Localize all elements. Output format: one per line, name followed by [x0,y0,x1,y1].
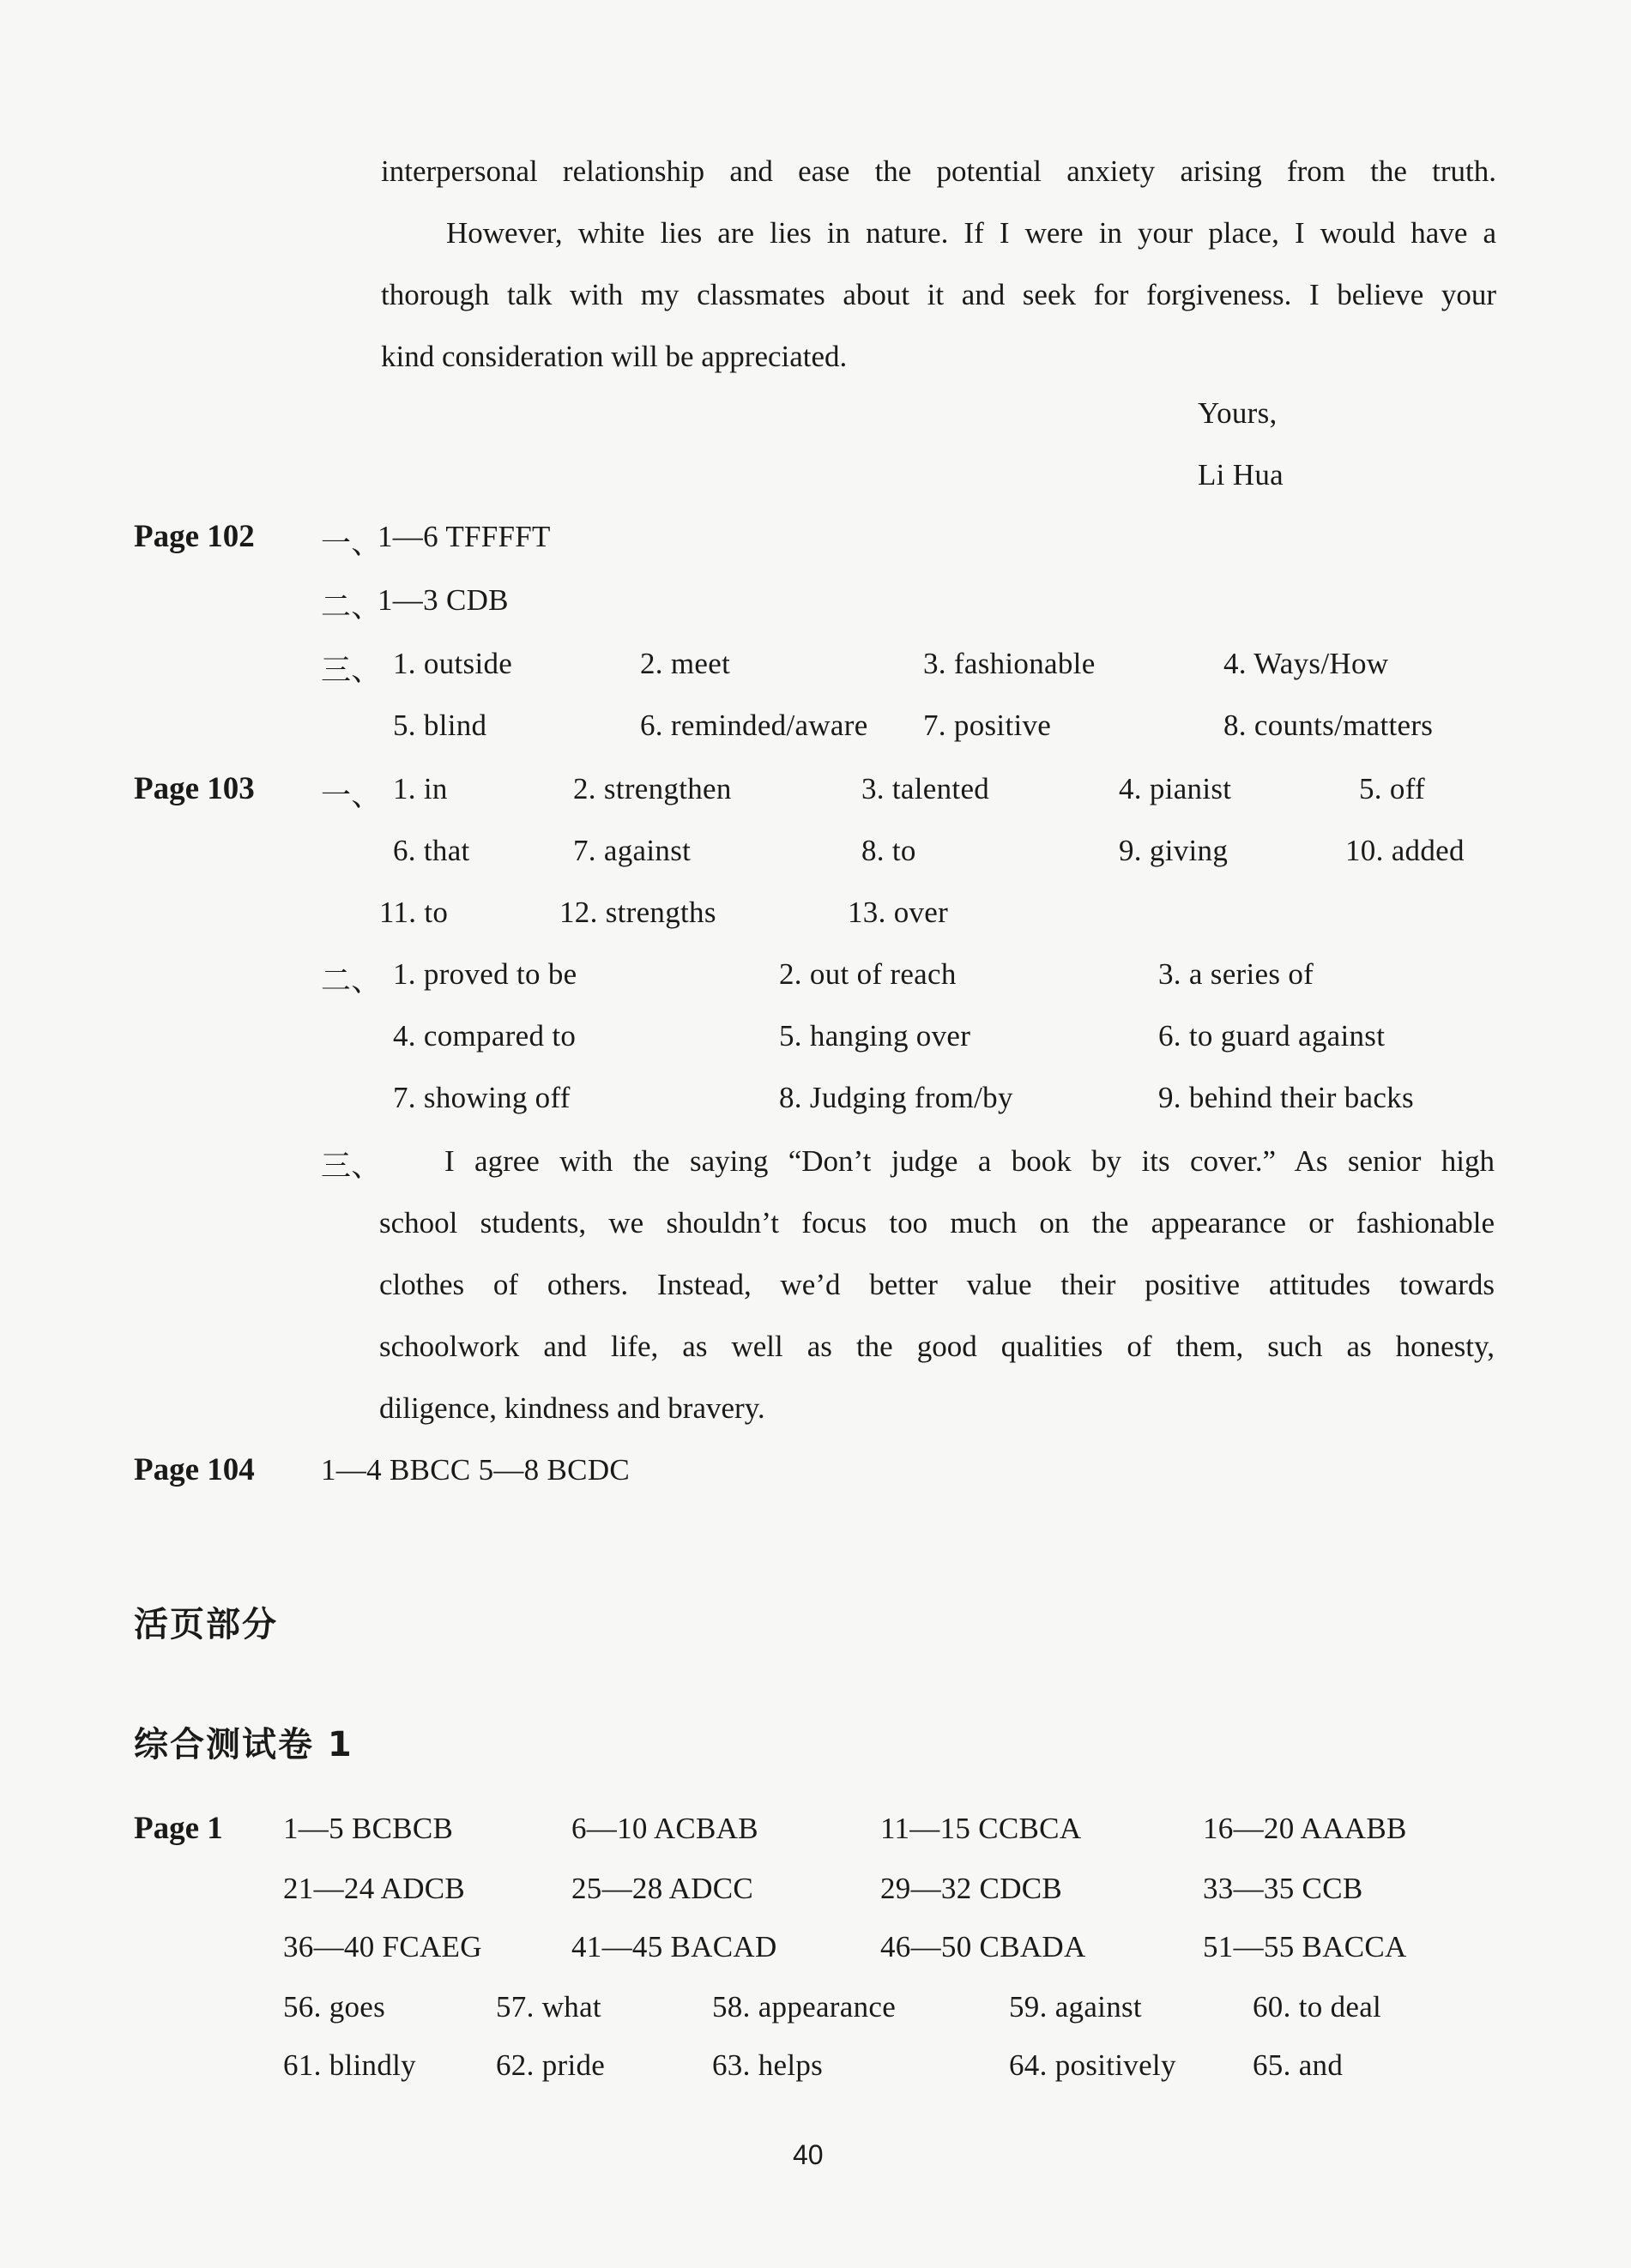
answer-item: 6. to guard against [1158,1019,1386,1053]
answer-item: 10. added [1345,834,1465,867]
answer-item: 65. and [1253,2048,1344,2082]
page-number: 40 [793,2139,824,2170]
answer-item: 1. proved to be [393,957,577,991]
answer-item: 7. positive [923,709,1052,742]
letter-line: kind consideration will be appreciated. [381,340,848,373]
answer-group: 41—45 BACAD [571,1930,777,1963]
answer-item: 9. giving [1119,834,1229,867]
page-label-104: Page 104 [134,1452,255,1487]
answer-item: 63. helps [712,2048,824,2082]
section-title: 活页部分 [134,1605,278,1644]
answer-group: 29—32 CDCB [880,1872,1063,1905]
test-title: 综合测试卷 1 [134,1725,353,1764]
answer-item: 5. blind [393,709,487,742]
answer-item: 58. appearance [712,1990,897,2024]
letter-signature: Li Hua [1198,458,1284,492]
page-label-1: Page 1 [134,1811,223,1846]
answer-item: 7. showing off [393,1081,571,1114]
answer-group: 1—3 CDB [378,583,509,617]
answer-item: 5. hanging over [779,1019,971,1053]
essay-line: I agree with the saying “Don’t judge a book by its cover.” As senior high [444,1144,1495,1178]
section-mark: 二、 [321,590,382,624]
answer-item: 6. that [393,834,470,867]
answer-item: 8. counts/matters [1223,709,1434,742]
answer-item: 8. Judging from/by [779,1081,1013,1114]
answer-item: 2. strengthen [573,772,732,805]
page-label-103: Page 103 [134,771,255,806]
answer-item: 60. to deal [1253,1990,1382,2024]
answer-item: 62. pride [496,2048,606,2082]
answer-item: 61. blindly [283,2048,416,2082]
answer-item: 11. to [379,896,449,929]
answer-item: 13. over [848,896,949,929]
answer-item: 4. pianist [1119,772,1232,805]
answer-item: 2. meet [640,647,731,680]
answer-item: 3. fashionable [923,647,1096,680]
answer-item: 9. behind their backs [1158,1081,1414,1114]
answer-item: 7. against [573,834,692,867]
answer-group: 25—28 ADCC [571,1872,754,1905]
answer-item: 59. against [1009,1990,1142,2024]
answer-group: 1—4 BBCC 5—8 BCDC [321,1453,631,1487]
essay-line: clothes of others. Instead, we’d better value their positive attitudes towards [379,1268,1495,1301]
answer-item: 4. compared to [393,1019,577,1053]
answer-group: 6—10 ACBAB [571,1812,758,1845]
answer-item: 2. out of reach [779,957,957,991]
answer-item: 5. off [1359,772,1425,805]
answer-item: 1. outside [393,647,513,680]
section-mark: 三、 [321,654,382,687]
answer-item: 56. goes [283,1990,386,2024]
answer-item: 64. positively [1009,2048,1176,2082]
page-label-102: Page 102 [134,519,255,554]
section-mark: 一、 [321,779,382,812]
answer-group: 46—50 CBADA [880,1930,1086,1963]
section-mark: 一、 [321,527,382,560]
essay-paragraph [379,1131,1495,1439]
letter-closing: Yours, [1198,396,1278,430]
essay-line: schoolwork and life, as well as the good qualities of them, such as honesty, [379,1330,1495,1363]
answer-item: 12. strengths [559,896,716,929]
section-mark: 三、 [321,1149,382,1183]
answer-item: 1. in [393,772,448,805]
answer-item: 3. talented [861,772,990,805]
answer-item: 57. what [496,1990,601,2024]
essay-line: diligence, kindness and bravery. [379,1391,765,1425]
section-mark: 二、 [321,964,382,998]
answer-item: 8. to [861,834,916,867]
answer-group: 1—6 TFFFFT [378,520,551,553]
answer-item: 4. Ways/How [1223,647,1389,680]
answer-group: 16—20 AAABB [1203,1812,1407,1845]
answer-group: 51—55 BACCA [1203,1930,1407,1963]
letter-line: thorough talk with my classmates about it and seek for forgiveness. I believe your [381,278,1496,311]
answer-group: 11—15 CCBCA [880,1812,1082,1845]
answer-group: 1—5 BCBCB [283,1812,454,1845]
essay-line: school students, we shouldn’t focus too much on the appearance or fashionable [379,1206,1495,1240]
letter-paragraph [381,141,1496,388]
answer-group: 33—35 CCB [1203,1872,1363,1905]
answer-group: 21—24 ADCB [283,1872,466,1905]
answer-item: 6. reminded/aware [640,709,868,742]
letter-line: However, white lies are lies in nature. If I were in your place, I would have a [446,216,1496,250]
answer-item: 3. a series of [1158,957,1314,991]
letter-line: interpersonal relationship and ease the potential anxiety arising from the truth. [381,154,1496,188]
answer-group: 36—40 FCAEG [283,1930,482,1963]
